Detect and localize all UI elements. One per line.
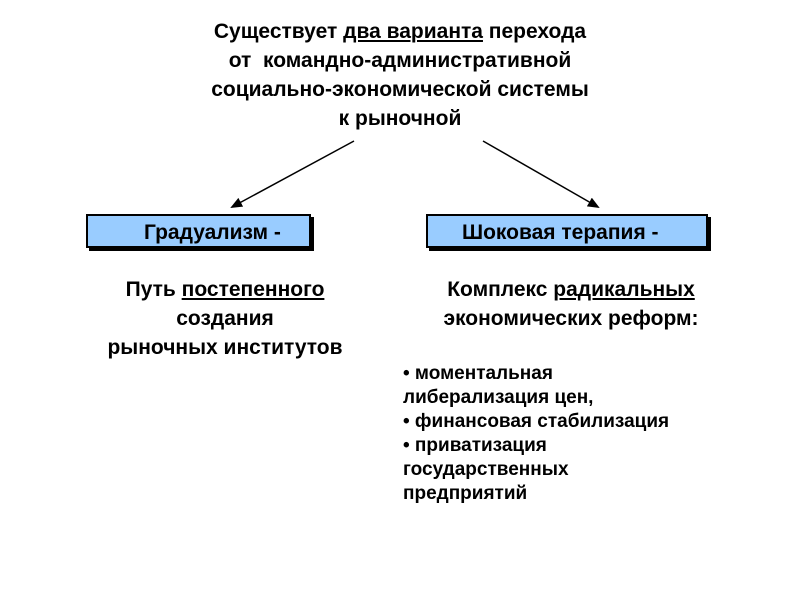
shock-therapy-description: Комплекс радикальных экономических реформ: — [443, 278, 699, 330]
arrow-to-right — [483, 141, 598, 207]
bullet-line: • моментальная — [403, 363, 553, 384]
title-line-4: к рыночной — [338, 107, 462, 130]
gradualism-description: Путь постепенного создания рыночных институтов — [107, 278, 343, 359]
shock-therapy-box — [426, 214, 708, 248]
title-line-3: социально-экономической системы — [211, 78, 589, 101]
reform-bullet-list — [403, 362, 733, 506]
title-line-1: Существует два варианта перехода — [213, 20, 587, 43]
shock-therapy-underlined-word: радикальных — [553, 278, 695, 301]
bullet-line: • приватизация — [403, 435, 547, 456]
gradualism-label: Градуализм - — [144, 221, 281, 244]
bullet-line: либерализация цен, — [403, 387, 594, 408]
gradualism-box — [86, 214, 311, 248]
bullet-line: государственных — [403, 459, 569, 480]
title-underlined-phrase: два варианта — [343, 20, 483, 43]
bullet-line: • финансовая стабилизация — [403, 411, 670, 432]
arrow-to-left — [232, 141, 354, 207]
bullet-line: предприятий — [403, 483, 528, 504]
gradualism-underlined-word: постепенного — [181, 278, 325, 301]
title-line-2: от командно-административной — [228, 49, 572, 72]
shock-therapy-label: Шоковая терапия - — [462, 221, 659, 244]
